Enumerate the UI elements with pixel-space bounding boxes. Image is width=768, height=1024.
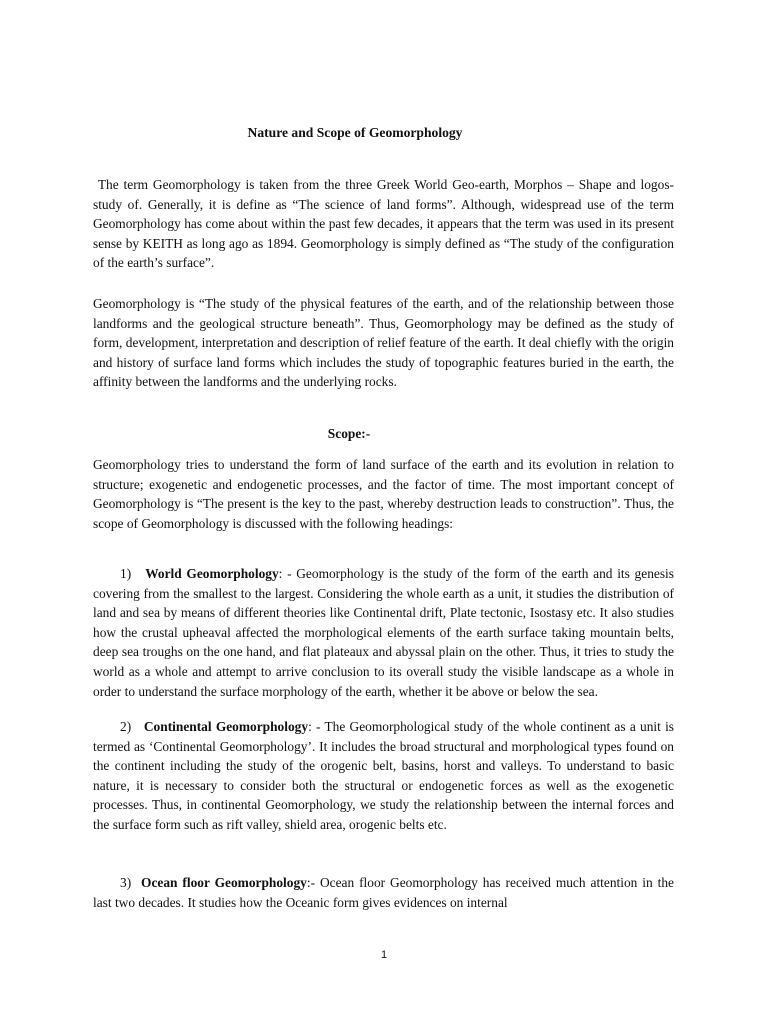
- scope-item-text: : - Geomorphology is the study of the form of the earth and its genesis covering from the smallest to the largest. Considering the whole earth as a unit, it studies the distribution of land and sea by means of different theories like Continental drift, Plate tectonic, Isostasy etc. It also studies how the crustal upheaval affected the morphological elements of the earth surface taking mountain belts, deep sea troughs on the one hand, and flat plateaux and abyssal plain on the other. Thus, it tries to study the world as a whole and attempt to arrive conclusion to its overall study the visible landscape as a whole in order to understand the surface morphology of the earth, whether it be above or below the sea.: [93, 566, 674, 699]
- scope-item-number: 3): [120, 875, 132, 890]
- page-number: 1: [380, 949, 388, 961]
- scope-item-heading: Continental Geomorphology: [143, 719, 309, 734]
- scope-intro: Geomorphology tries to understand the form of land surface of the earth and its evolution in relation to structure; exogenetic and endogenetic processes, and the factor of time. The most important concept of Geomorphology is “The present is the key to the past, whereby destruction leads to construction”. Thus, the scope of Geomorphology is discussed with the following headings:: [93, 457, 674, 531]
- scope-item-heading: World Geomorphology: [145, 566, 279, 581]
- paragraph-1: [93, 175, 674, 273]
- scope-item-heading: Ocean floor Geomorphology: [141, 875, 307, 890]
- scope-item-text: : - The Geomorphological study of the whole continent as a unit is termed as ‘Continental Geomorphology’. It includes the broad structural and morphological types found on the continent including the study of the orogenic belt, basins, horst and valleys. To understand to basic nature, it is necessary to consider both the structural or endogenetic forces as well as the exogenetic processes. Thus, in continental Geomorphology, we study the relationship between the internal forces and the surface form such as rift valley, shield area, orogenic belts etc.: [93, 719, 675, 832]
- scope-item-number: 2): [120, 719, 132, 734]
- paragraph-2: Geomorphology is “The study of the physical features of the earth, and of the relationship between those landforms and the geological structure beneath”. Thus, Geomorphology may be defined as the study of form, development, interpretation and description of relief feature of the earth. It deal chiefly with the origin and history of surface land forms which includes the study of topographic features buried in the earth, the affinity between the landforms and the underlying rocks.: [93, 296, 674, 390]
- scope-item-2: [93, 717, 674, 835]
- scope-item-3: [93, 873, 674, 912]
- page-title: Nature and Scope of Geomorphology: [247, 125, 463, 140]
- paragraph-1-text: The term Geomorphology is taken from the three Greek World Geo-earth, Morphos – Shape and logos-study of. Generally, it is define as “The science of land forms”. Although, widespread use of the term Geomorphology has come about within the past few decades, it appears that the term was used in its present sense by KEITH as long ago as 1894. Geomorphology is simply defined as “The study of the configuration of the earth’s surface”.: [93, 177, 674, 271]
- scope-heading: Scope:-: [327, 426, 371, 441]
- scope-item-text: :- Ocean floor Geomorphology has received much attention in the last two decades. It studies how the Oceanic form gives evidences on internal: [93, 875, 674, 910]
- scope-item-number: 1): [120, 566, 132, 581]
- scope-item-1: [93, 564, 674, 701]
